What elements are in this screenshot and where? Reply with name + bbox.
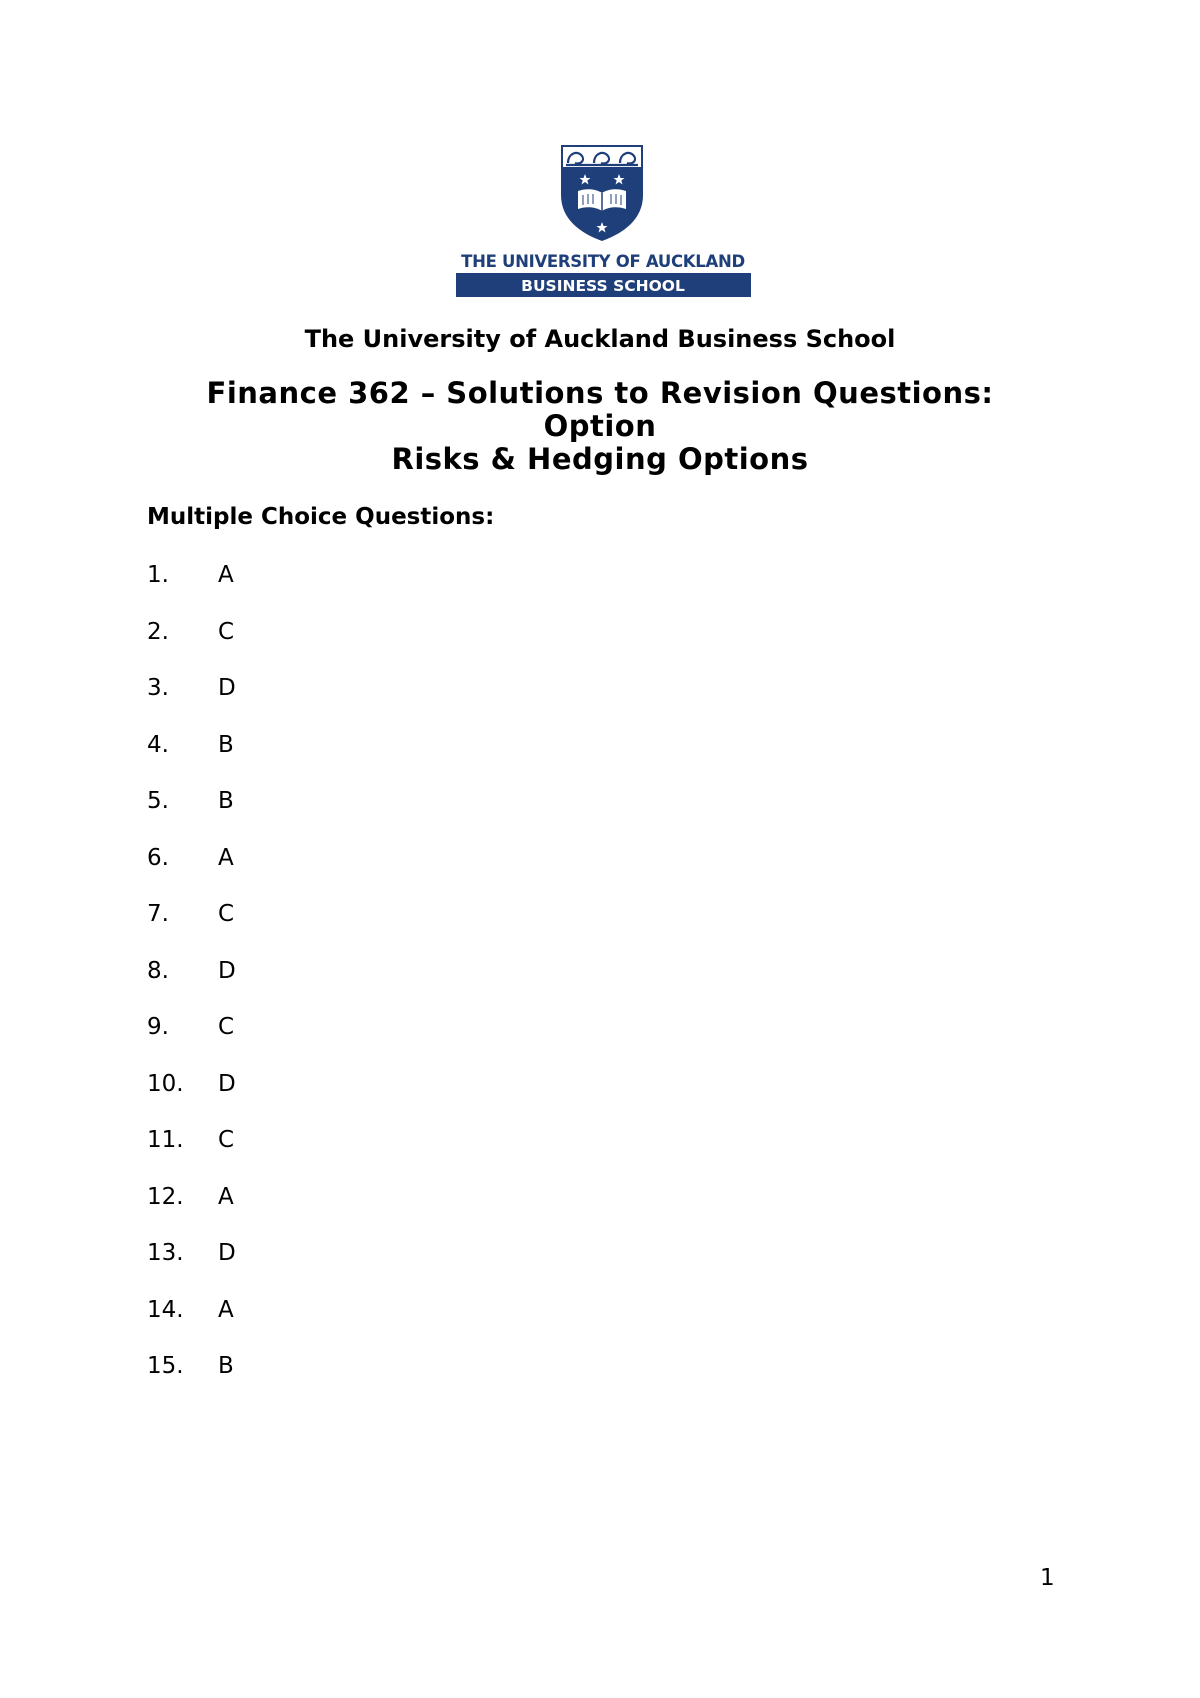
answer-letter: B <box>218 1353 234 1379</box>
answer-letter: A <box>218 1183 234 1210</box>
answer-letter: C <box>218 901 235 927</box>
document-title-line2: Risks & Hedging Options <box>391 442 809 476</box>
answer-letter: C <box>218 1014 235 1040</box>
answer-letter: B <box>218 731 234 758</box>
section-heading: Multiple Choice Questions: <box>147 504 495 530</box>
university-logo <box>454 143 752 298</box>
question-number: 8. <box>147 957 169 984</box>
answer-letter: C <box>218 1127 235 1153</box>
question-number: 7. <box>147 901 169 927</box>
question-number: 1. <box>147 562 169 588</box>
question-number: 6. <box>147 844 169 871</box>
question-number: 9. <box>147 1014 169 1040</box>
question-number: 13. <box>147 1240 184 1266</box>
document-title <box>150 377 1050 476</box>
question-number: 12. <box>147 1183 184 1210</box>
question-number: 5. <box>147 788 169 814</box>
answer-letter: A <box>218 562 234 588</box>
question-number: 2. <box>147 618 169 645</box>
question-number: 3. <box>147 675 169 701</box>
logo-school-text: BUSINESS SCHOOL <box>521 277 685 295</box>
answer-letter: C <box>218 618 235 645</box>
answer-letter: D <box>218 675 236 701</box>
question-number: 10. <box>147 1070 184 1097</box>
answer-letter: D <box>218 957 236 984</box>
shield-crest-icon <box>561 145 643 241</box>
logo-university-text: THE UNIVERSITY OF AUCKLAND <box>461 252 745 271</box>
answer-letter: D <box>218 1070 236 1097</box>
page-number: 1 <box>1040 1565 1055 1591</box>
question-number: 11. <box>147 1127 184 1153</box>
question-number: 15. <box>147 1353 184 1379</box>
answer-letter: D <box>218 1240 236 1266</box>
answer-letter: A <box>218 1296 234 1323</box>
question-number: 4. <box>147 731 169 758</box>
organization-title: The University of Auckland Business School <box>304 325 896 353</box>
document-title-line1: Finance 362 – Solutions to Revision Questions: Option <box>206 376 994 443</box>
answer-letter: A <box>218 844 234 871</box>
answer-letter: B <box>218 788 234 814</box>
question-number: 14. <box>147 1296 184 1323</box>
